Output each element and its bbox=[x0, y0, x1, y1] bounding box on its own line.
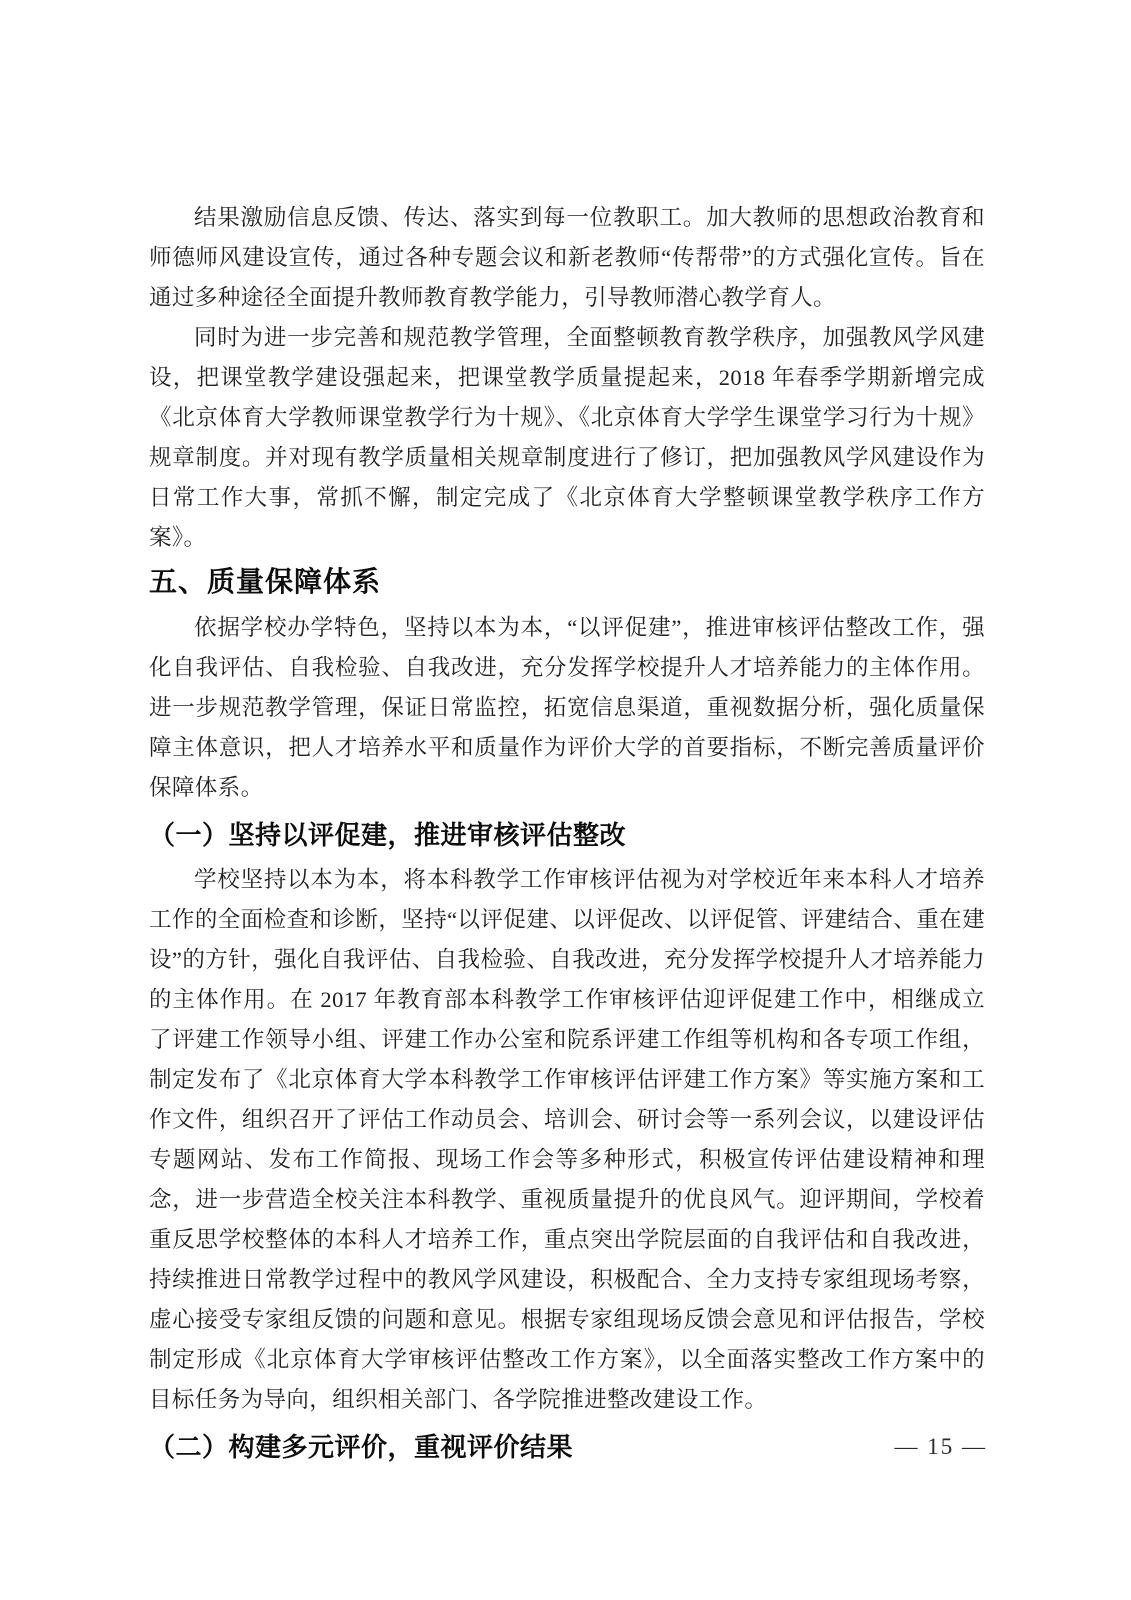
paragraph-teaching-order: 同时为进一步完善和规范教学管理，全面整顿教育教学秩序，加强教风学风建设，把课堂教学建设强起来，把课堂教学质量提起来，2018 年春季学期新增完成《北京体育大学教师课堂教学行为十规》、《北京体育大学学生课堂学习行为十规》规章制度。并对现有教学质量相关规章制度进行了修订，把加强教风学风建设作为日常工作大事，常抓不懈，制定完成了《北京体育大学整顿课堂教学秩序工作方案》。 bbox=[149, 325, 985, 550]
paragraph-evaluation-reform: 学校坚持以本为本，将本科教学工作审核评估视为对学校近年来本科人才培养工作的全面检查和诊断，坚持“以评促建、以评促改、以评促管、评建结合、重在建设”的方针，强化自我评估、自我检验、自我改进，充分发挥学校提升人才培养能力的主体作用。在 2017 年教育部本科教学工作审核评估迎评促建工作中，相继成立了评建工作领导小组、评建工作办公室和院系评建工作组等机构和各专项工作组，制定发布了《北京体育大学本科教学工作审核评估评建工作方案》等实施方案和工作文件，组织召开了评估工作动员会、培训会、研讨会等一系列会议，以建设评估专题网站、发布工作简报、现场工作会等多种形式，积极宣传评估建设精神和理念，进一步营造全校关注本科教学、重视质量提升的优良风气。迎评期间，学校着重反思学校整体的本科人才培养工作，重点突出学院层面的自我评估和自我改进，持续推进日常教学过程中的教风学风建设，积极配合、全力支持专家组现场考察，虚心接受专家组反馈的问题和意见。根据专家组现场反馈会意见和评估报告，学校制定形成《北京体育大学审核评估整改工作方案》，以全面落实整改工作方案中的目标任务为导向，组织相关部门、各学院推进整改建设工作。 bbox=[149, 867, 985, 1412]
subsection-heading-evaluation-reform: （一）坚持以评促建，推进审核评估整改 bbox=[149, 820, 627, 850]
paragraph-teacher-ethics: 结果激励信息反馈、传达、落实到每一位教职工。加大教师的思想政治教育和师德师风建设宣传，通过各种专题会议和新老教师“传帮带”的方式强化宣传。旨在通过多种途径全面提升教师教育教学能力，引导教师潜心教学育人。 bbox=[149, 205, 985, 310]
section-heading-quality-assurance: 五、质量保障体系 bbox=[149, 566, 382, 597]
paragraph-section-intro: 依据学校办学特色，坚持以本为本，“以评促建”，推进审核评估整改工作，强化自我评估、自我检验、自我改进，充分发挥学校提升人才培养能力的主体作用。进一步规范教学管理，保证日常监控，拓宽信息渠道，重视数据分析，强化质量保障主体意识，把人才培养水平和质量作为评价大学的首要指标，不断完善质量评价保障体系。 bbox=[149, 615, 985, 800]
page-content bbox=[149, 198, 985, 1472]
subsection-heading-diverse-evaluation: （二）构建多元评价，重视评价结果 bbox=[149, 1432, 574, 1462]
page-number: — 15 — bbox=[894, 1434, 987, 1459]
